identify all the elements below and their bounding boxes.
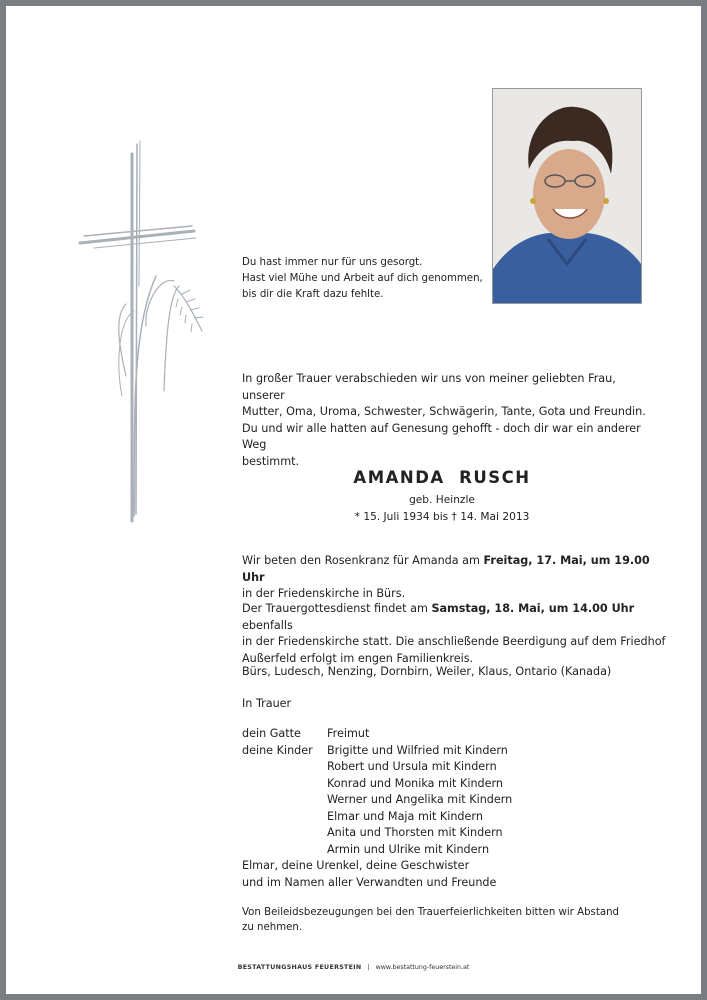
family-row — [242, 825, 512, 842]
relation — [242, 792, 327, 809]
in-mourning-label: In Trauer — [242, 697, 292, 710]
rosary-location: in der Friedenskirche in Bürs. — [242, 587, 406, 600]
relation — [242, 776, 327, 793]
family-names: Elmar und Maja mit Kindern — [327, 809, 483, 823]
relation: deine Kinder — [242, 743, 313, 757]
family-list — [242, 726, 512, 858]
life-dates: * 15. Juli 1934 bis † 14. Mai 2013 — [354, 511, 530, 523]
rosary-datetime: Freitag, 17. Mai, um 19.00 Uhr — [242, 554, 650, 584]
family-names: Robert und Ursula mit Kindern — [327, 760, 497, 773]
verse-line: Hast viel Mühe und Arbeit auf dich genommen, — [242, 273, 483, 284]
funeral-line: in der Friedenskirche statt. Die anschließende Beerdigung auf dem Friedhof — [242, 635, 666, 648]
funeral-text: Der Trauergottesdienst findet am — [242, 602, 432, 615]
closing-line: Von Beileidsbezeugungen bei den Trauerfeierlichkeiten bitten wir Abstand — [242, 907, 620, 918]
portrait-illustration — [493, 89, 641, 303]
funeral-line — [242, 601, 672, 634]
family-names: Anita und Thorsten mit Kindern — [327, 826, 503, 839]
deceased-name: AMANDA RUSCH — [353, 468, 531, 487]
relation — [242, 825, 327, 842]
obituary-page — [6, 6, 701, 994]
intro-line: In großer Trauer verabschieden wir uns von meiner geliebten Frau, unserer — [242, 372, 616, 402]
funeral-paragraph — [242, 601, 672, 667]
family-row — [242, 726, 512, 743]
other-mourners — [242, 858, 496, 891]
others-line: Elmar, deine Urenkel, deine Geschwister — [242, 859, 470, 872]
funeral-line: Außerfeld erfolgt im engen Familienkreis. — [242, 651, 474, 665]
funeral-datetime: Samstag, 18. Mai, um 14.00 Uhr — [431, 602, 635, 615]
cross-with-wheat-icon — [74, 136, 214, 526]
verse-line: Du hast immer nur für uns gesorgt. — [242, 257, 423, 268]
funeral-text-end: ebenfalls — [242, 618, 293, 632]
relation — [242, 759, 327, 776]
family-row — [242, 842, 512, 859]
intro-line: Mutter, Oma, Uroma, Schwester, Schwägerin, Tante, Gota und Freundin. — [242, 405, 646, 418]
intro-paragraph — [242, 371, 662, 470]
family-row — [242, 759, 512, 776]
intro-line: Du und wir alle hatten auf Genesung gehofft - doch dir war ein anderer Weg — [242, 421, 641, 451]
rosary-text: Wir beten den Rosenkranz für Amanda am — [242, 554, 484, 567]
family-row — [242, 809, 512, 826]
places: Bürs, Ludesch, Nenzing, Dornbirn, Weiler, Klaus, Ontario (Kanada) — [242, 665, 612, 678]
funeral-home-name: BESTATTUNGSHAUS FEUERSTEIN — [237, 964, 362, 971]
family-names: Werner und Angelika mit Kindern — [327, 793, 513, 806]
verse-line: bis dir die Kraft dazu fehlte. — [242, 289, 384, 300]
relation: dein Gatte — [242, 727, 301, 740]
footer — [6, 964, 701, 971]
family-row — [242, 743, 512, 760]
family-names: Freimut — [327, 727, 370, 740]
portrait-photo — [492, 88, 642, 304]
funeral-home-url[interactable]: www.bestattung-feuerstein.at — [375, 964, 470, 971]
family-row — [242, 776, 512, 793]
family-names: Armin und Ulrike mit Kindern — [327, 842, 490, 856]
family-row — [242, 792, 512, 809]
verse — [242, 255, 483, 303]
relation — [242, 809, 327, 826]
footer-separator: | — [367, 964, 370, 971]
rosary-line — [242, 553, 672, 586]
rosary-paragraph — [242, 553, 672, 603]
family-names: Brigitte und Wilfried mit Kindern — [327, 743, 508, 757]
closing-line: zu nehmen. — [242, 922, 303, 933]
birth-name: geb. Heinzle — [409, 494, 475, 506]
others-line: und im Namen aller Verwandten und Freunde — [242, 875, 497, 889]
family-names: Konrad und Monika mit Kindern — [327, 776, 504, 790]
intro-line: bestimmt. — [242, 454, 300, 468]
relation — [242, 842, 327, 859]
condolence-note — [242, 905, 642, 935]
